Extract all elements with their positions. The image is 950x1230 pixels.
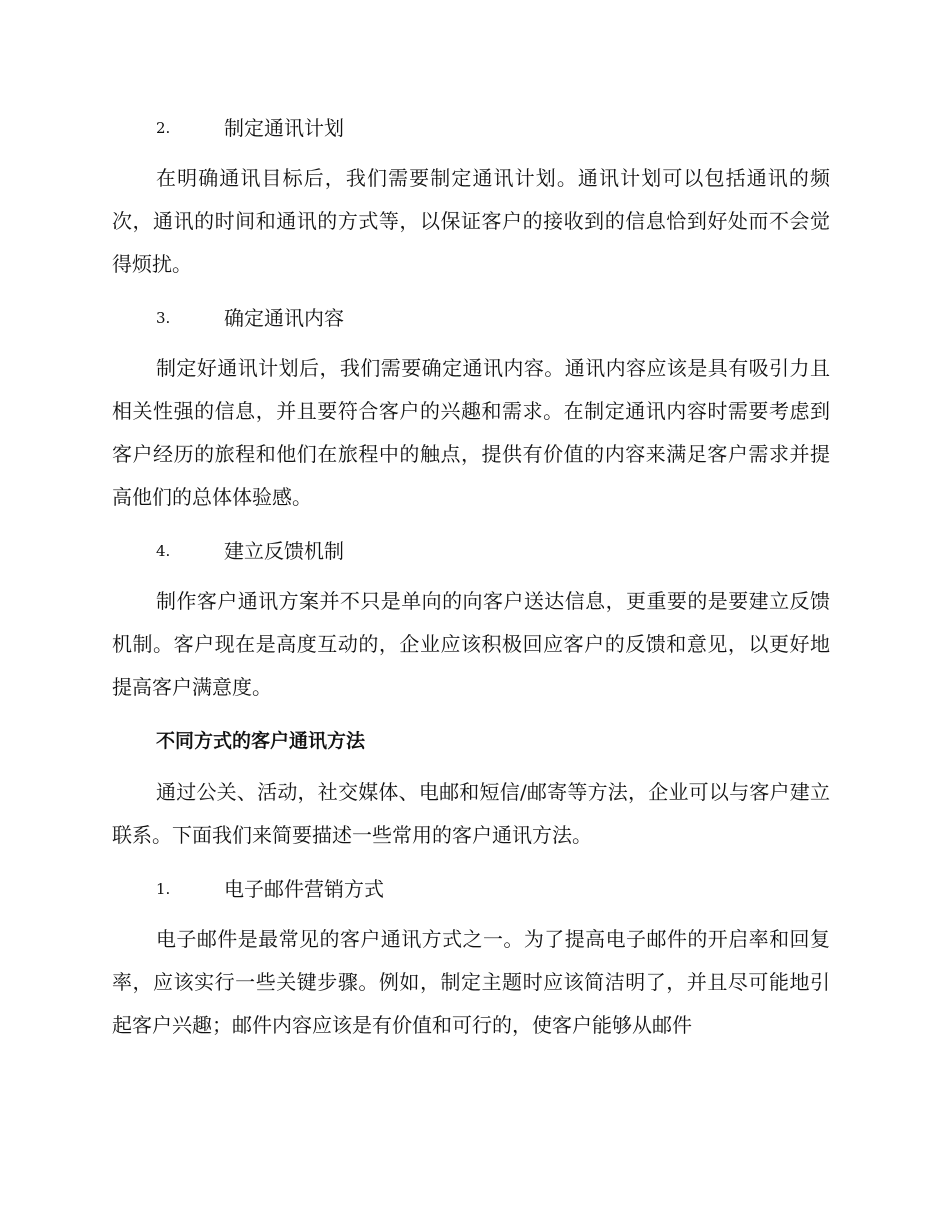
heading-title: 电子邮件营销方式: [224, 877, 384, 901]
heading-number: 4.: [156, 542, 171, 560]
paragraph: 制作客户通讯方案并不只是单向的向客户送达信息，更重要的是要建立反馈机制。客户现在是高度互动的，企业应该积极回应客户的反馈和意见，以更好地提高客户满意度。: [112, 589, 830, 699]
paragraph: 在明确通讯目标后，我们需要制定通讯计划。通讯计划可以包括通讯的频次，通讯的时间和通讯的方式等，以保证客户的接收到的信息恰到好处而不会觉得烦扰。: [112, 166, 830, 276]
heading-number: 3.: [156, 309, 171, 327]
heading-number: 2.: [156, 119, 171, 137]
document-body: [112, 108, 830, 1059]
heading-title: 建立反馈机制: [224, 539, 344, 563]
numbered-heading: [112, 298, 830, 338]
numbered-heading: [112, 531, 830, 571]
heading-number: 1.: [156, 880, 171, 898]
paragraph: 电子邮件是最常见的客户通讯方式之一。为了提高电子邮件的开启率和回复率，应该实行一些关键步骤。例如，制定主题时应该简洁明了，并且尽可能地引起客户兴趣；邮件内容应该是有价值和可行的，使客户能够从邮件: [112, 927, 830, 1037]
heading-title: 制定通讯计划: [224, 116, 344, 140]
numbered-heading: [112, 869, 830, 909]
numbered-heading: [112, 108, 830, 148]
paragraph: 制定好通讯计划后，我们需要确定通讯内容。通讯内容应该是具有吸引力且相关性强的信息，并且要符合客户的兴趣和需求。在制定通讯内容时需要考虑到客户经历的旅程和他们在旅程中的触点，提供有价值的内容来满足客户需求并提高他们的总体体验感。: [112, 356, 830, 509]
section-heading: 不同方式的客户通讯方法: [156, 730, 366, 752]
heading-title: 确定通讯内容: [224, 306, 344, 330]
paragraph: 通过公关、活动，社交媒体、电邮和短信/邮寄等方法，企业可以与客户建立联系。下面我们来简要描述一些常用的客户通讯方法。: [112, 780, 830, 847]
